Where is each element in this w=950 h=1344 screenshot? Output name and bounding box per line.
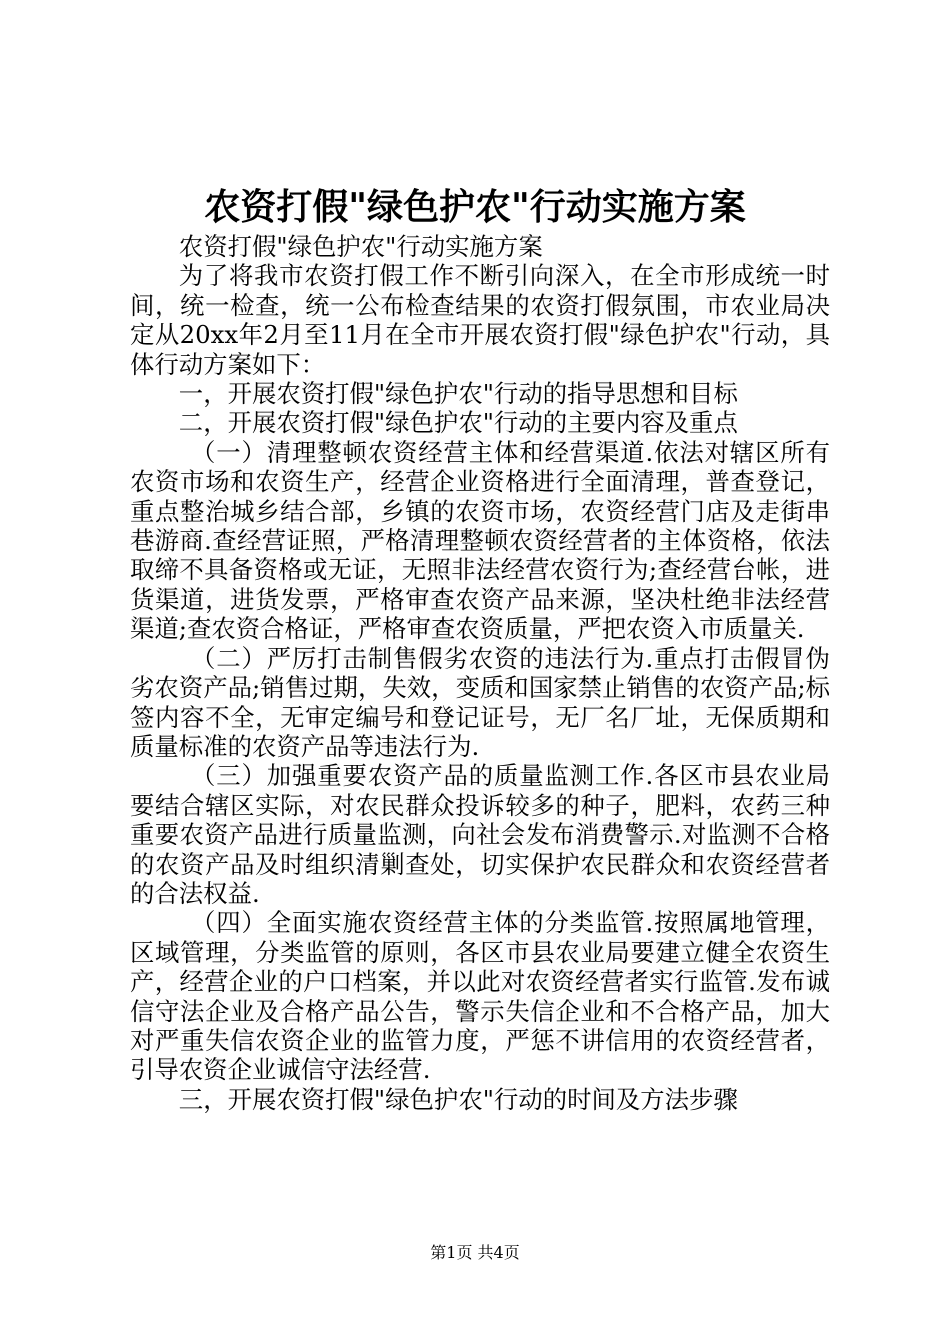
paragraph-item-3: （三）加强重要农资产品的质量监测工作.各区市县农业局要结合辖区实际，对农民群众投诉较多的种子，肥料，农药三种重要农资产品进行质量监测，向社会发布消费警示.对监测不合格的农资产品及时组织清剿查处，切实保护农民群众和农资经营者的合法权益. <box>130 761 830 908</box>
paragraph-item-4: （四）全面实施农资经营主体的分类监管.按照属地管理，区域管理，分类监管的原则，各区市县农业局要建立健全农资生产，经营企业的户口档案，并以此对农资经营者实行监管.发布诚信守法企业及合格产品公告，警示失信企业和不合格产品，加大对严重失信农资企业的监管力度，严惩不讲信用的农资经营者，引导农资企业诚信守法经营. <box>130 908 830 1085</box>
paragraph-subtitle: 农资打假"绿色护农"行动实施方案 <box>178 232 543 261</box>
page-number: 第1页 <box>430 1243 473 1262</box>
page-footer <box>0 1242 950 1264</box>
section-heading-1: 一，开展农资打假"绿色护农"行动的指导思想和目标 <box>178 379 738 409</box>
paragraph-intro: 为了将我市农资打假工作不断引向深入，在全市形成统一时间，统一检查，统一公布检查结果的农资打假氛围，市农业局决定从20xx年2月至11月在全市开展农资打假"绿色护农"行动，具体行动方案如下： <box>130 261 830 379</box>
section-heading-2: 二，开展农资打假"绿色护农"行动的主要内容及重点 <box>178 408 738 438</box>
section-heading-3: 三，开展农资打假"绿色护农"行动的时间及方法步骤 <box>178 1084 738 1114</box>
paragraph-item-2: （二）严厉打击制售假劣农资的违法行为.重点打击假冒伪劣农资产品;销售过期，失效，变质和国家禁止销售的农资产品;标签内容不全，无审定编号和登记证号，无厂名厂址，无保质期和质量标准的农资产品等违法行为. <box>130 643 830 761</box>
page-title: 农资打假"绿色护农"行动实施方案 <box>204 186 746 228</box>
paragraph-item-1: （一）清理整顿农资经营主体和经营渠道.依法对辖区所有农资市场和农资生产，经营企业资格进行全面清理，普查登记，重点整治城乡结合部，乡镇的农资市场，农资经营门店及走街串巷游商.查经营证照，严格清理整顿农资经营者的主体资格，依法取缔不具备资格或无证，无照非法经营农资行为;查经营台帐，进货渠道，进货发票，严格审查农资产品来源，坚决杜绝非法经营渠道;查农资合格证，严格审查农资质量，严把农资入市质量关. <box>130 437 830 644</box>
page-total: 共4页 <box>477 1243 520 1262</box>
document-body <box>130 232 830 1114</box>
